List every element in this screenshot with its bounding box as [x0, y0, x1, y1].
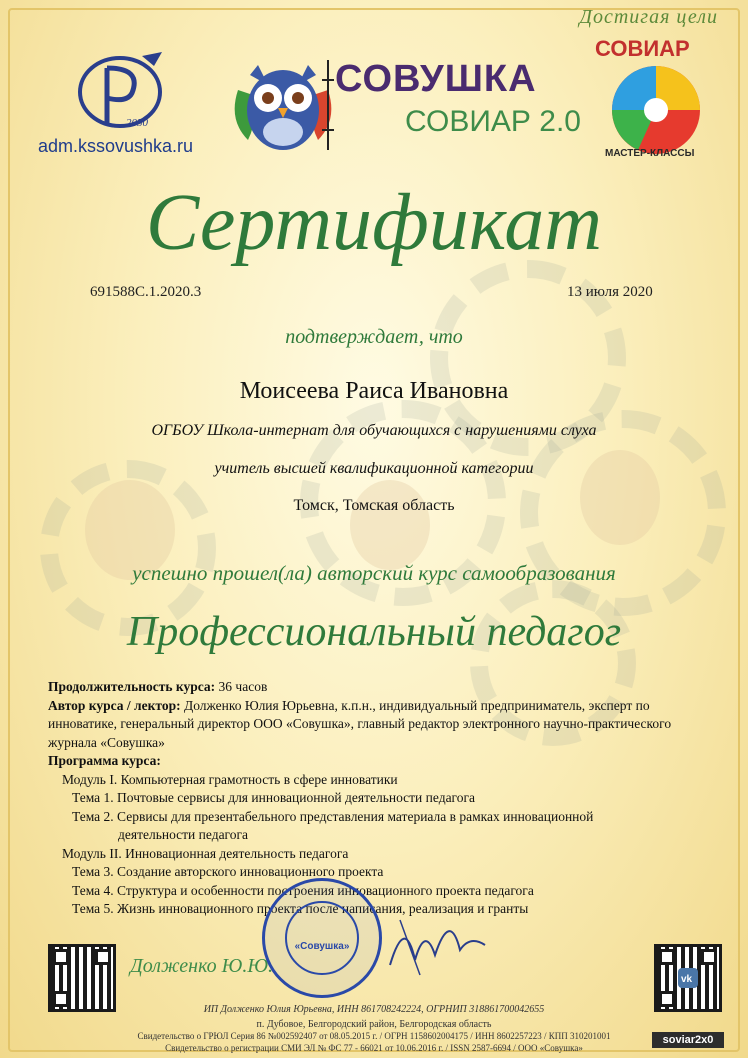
footer-media-registration: Свидетельство о регистрации СМИ ЭЛ № ФС 77 - 66021 от 10.06.2016 г. / ISSN 2587-6694 / ООО «Совушка» — [165, 1043, 583, 1053]
qr-code-left[interactable] — [48, 944, 116, 1012]
author-value: Долженко Юлия Юрьевна, к.п.н., индивидуальный предприниматель, эксперт по инноватике, генеральный директор ООО «Совушка», главный редактор электронного научно-практического журнала «Совушка» — [48, 697, 672, 750]
masterclass-label: МАСТЕР-КЛАССЫ — [605, 148, 695, 159]
author-line — [48, 697, 708, 753]
sovar-title: СОВИАР — [595, 36, 690, 61]
topic-2: Тема 2. Сервисы для презентабельного представления материала в рамках инновационной — [72, 808, 594, 824]
duration-label: Продолжительность курса: — [48, 679, 216, 694]
svg-text:vk: vk — [681, 974, 693, 985]
topic-3: Тема 3. Создание авторского инновационного проекта — [72, 864, 384, 879]
certificate-date: 13 июля 2020 — [567, 284, 653, 300]
vk-icon — [678, 968, 698, 988]
stamp-text: «Совушка» — [294, 941, 350, 952]
recipient-location: Томск, Томская область — [293, 497, 455, 514]
author-label: Автор курса / лектор: — [48, 697, 181, 713]
website-link[interactable]: adm.kssovushka.ru — [38, 136, 194, 156]
footer-address: п. Дубовое, Белгородский район, Белгородская область — [256, 1019, 492, 1030]
confirms-text: подтверждает, что — [285, 326, 463, 348]
topic-2-continued: деятельности педагога — [118, 827, 249, 842]
footer-registration: Свидетельство о ГРЮЛ Серия 86 №002592407 от 08.05.2015 г. / ОГРН 1158602004175 / ИНН 8602257223 / КПП 310201001 — [137, 1031, 611, 1041]
signature-name: Долженко Ю.Ю. — [130, 955, 273, 977]
program-label: Программа курса: — [48, 753, 161, 768]
module-2: Модуль II. Инновационная деятельность педагога — [62, 845, 349, 861]
topic-4: Тема 4. Структура и особенности построения инновационного проекта педагога — [72, 882, 534, 898]
certificate-number: 691588С.1.2020.3 — [90, 284, 202, 300]
brand-name: СОВУШКА — [335, 58, 537, 100]
footer-ip: ИП Долженко Юлия Юрьевна, ИНН 861708242224, ОГРНИП 318861700042655 — [203, 1004, 545, 1015]
designer-logo-icon — [72, 48, 172, 133]
topic-1: Тема 1. Почтовые сервисы для инновационной деятельности педагога — [72, 790, 476, 805]
course-title: Профессиональный педагог — [126, 609, 622, 655]
duration-line — [48, 678, 708, 697]
bg-person-center — [350, 480, 430, 570]
recipient-position: учитель высшей квалификационной категории — [214, 460, 534, 477]
recipient-name: Моисеева Раиса Ивановна — [239, 378, 509, 404]
official-stamp — [262, 878, 382, 998]
motto-text: Достигая цели — [579, 6, 718, 28]
course-details — [48, 678, 708, 919]
passed-text: успешно прошел(ла) авторский курс самообразования — [132, 561, 616, 585]
duration-value: 36 часов — [218, 679, 268, 694]
recipient-organization: ОГБОУ Школа-интернат для обучающихся с нарушениями слуха — [151, 422, 597, 439]
topic-5: Тема 5. Жизнь инновационного проекта после написания, реализация и гранты — [72, 901, 529, 916]
footer-tag: soviar2x0 — [652, 1032, 724, 1048]
module-1: Модуль I. Компьютерная грамотность в сфере инноватики — [62, 771, 398, 787]
handwritten-signature — [380, 905, 490, 980]
certificate-title: Сертификат — [145, 179, 603, 267]
brand-subtitle: СОВИАР 2.0 — [405, 105, 581, 138]
sovar-ball-icon — [608, 62, 704, 158]
svg-text:2030: 2030 — [126, 117, 148, 129]
